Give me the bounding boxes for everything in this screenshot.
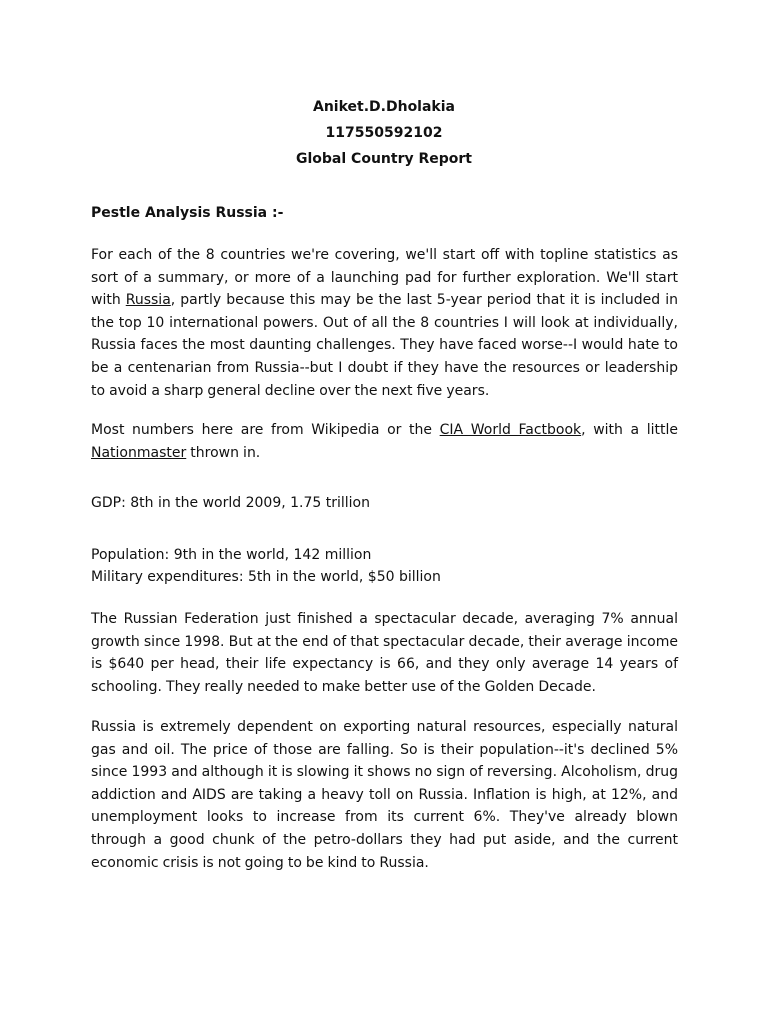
nationmaster-link[interactable]: Nationmaster [91,444,187,461]
report-title: Global Country Report [296,151,472,167]
resources-paragraph: Russia is extremely dependent on exporting natural resources, especially natural gas and oil. The price of those are falling. So is their population--it's declined 5% since 1993 and although it is slowing it shows no sign of reversing. Alcoholism, drug addiction and AIDS are taking a heavy toll on Russia. Inflation is high, at 12%, and unemployment looks to increase from its current 6%. They've already blown through a good chunk of the petro-dollars they had put aside, and the current economic crisis is not going to be kind to Russia. [91,719,678,871]
russia-link[interactable]: Russia [125,292,171,309]
military-stat: Military expenditures: 5th in the world, $50 billion [91,569,441,585]
sources-text-end: thrown in. [186,444,261,461]
population-stat: Population: 9th in the world, 142 million [91,547,372,563]
sources-text-start: Most numbers here are from Wikipedia or the [91,422,440,438]
student-id: 117550592102 [325,125,443,141]
decade-paragraph: The Russian Federation just finished a spectacular decade, averaging 7% annual growth since 1998. But at the end of that spectacular decade, their average income is $640 per head, their life expectancy is 66, and they only average 14 years of schooling. They really needed to make better use of the Golden Decade. [91,611,678,695]
sources-text-middle: , with a little [581,422,678,438]
gdp-stat: GDP: 8th in the world 2009, 1.75 trillion [91,495,370,511]
author-name: Aniket.D.Dholakia [313,99,455,115]
cia-world-factbook-link[interactable]: CIA World Factbook [439,422,582,438]
intro-text-start: For each of the 8 countries we're covering, we'll start off with topline statistics as sort of a summary, or more of a launching pad for further exploration. We'll start with [91,247,678,309]
intro-text-end: , partly because this may be the last 5-year period that it is included in the top 10 international powers. Out of all the 8 countries I will look at individually, Russia faces the most daunting challenges. They have faced worse--I would hate to be a centenarian from Russia--but I doubt if they have the resources or leadership to avoid a sharp general decline over the next five years. [91,292,678,399]
intro-paragraph [91,244,678,402]
section-heading: Pestle Analysis Russia :- [91,205,284,221]
sources-paragraph [91,419,678,464]
